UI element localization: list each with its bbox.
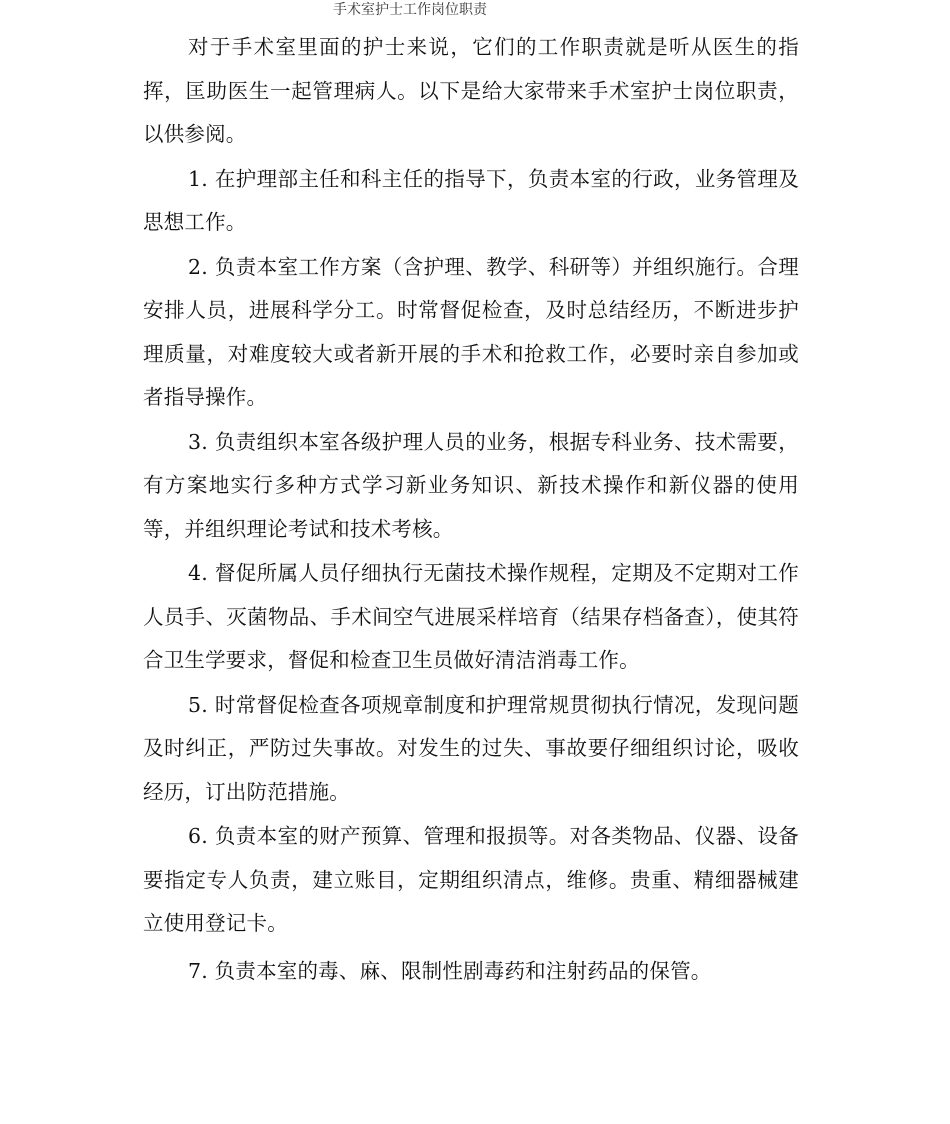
duty-item-4: 4. 督促所属人员仔细执行无菌技术操作规程，定期及不定期对工作人员手、灭菌物品、手术间空气进展采样培育（结果存档备查），使其符合卫生学要求，督促和检查卫生员做好清洁消毒工作。: [143, 561, 799, 672]
duty-item-7: 7. 负责本室的毒、麻、限制性剧毒药和注射药品的保管。: [188, 958, 712, 983]
running-header: 手术室护士工作岗位职责: [333, 2, 487, 18]
document-body: [143, 26, 799, 994]
duty-item-6: 6. 负责本室的财产预算、管理和报损等。对各类物品、仪器、设备要指定专人负责，建立账目，定期组织清点，维修。贵重、精细器械建立使用登记卡。: [143, 824, 799, 935]
intro-paragraph: 对于手术室里面的护士来说，它们的工作职责就是听从医生的指挥，匡助医生一起管理病人。以下是给大家带来手术室护士岗位职责，以供参阅。: [143, 35, 799, 146]
duty-item-1: 1. 在护理部主任和科主任的指导下，负责本室的行政，业务管理及思想工作。: [143, 166, 799, 234]
duty-item-3: 3. 负责组织本室各级护理人员的业务，根据专科业务、技术需要，有方案地实行多种方式学习新业务知识、新技术操作和新仪器的使用等，并组织理论考试和技术考核。: [143, 429, 799, 541]
duty-item-5: 5. 时常督促检查各项规章制度和护理常规贯彻执行情况，发现问题及时纠正，严防过失事故。对发生的过失、事故要仔细组织讨论，吸收经历，订出防范措施。: [143, 692, 799, 804]
duty-item-2: 2. 负责本室工作方案（含护理、教学、科研等）并组织施行。合理安排人员，进展科学分工。时常督促检查，及时总结经历，不断进步护理质量，对难度较大或者新开展的手术和抢救工作，必要时亲自参加或者指导操作。: [143, 254, 799, 409]
